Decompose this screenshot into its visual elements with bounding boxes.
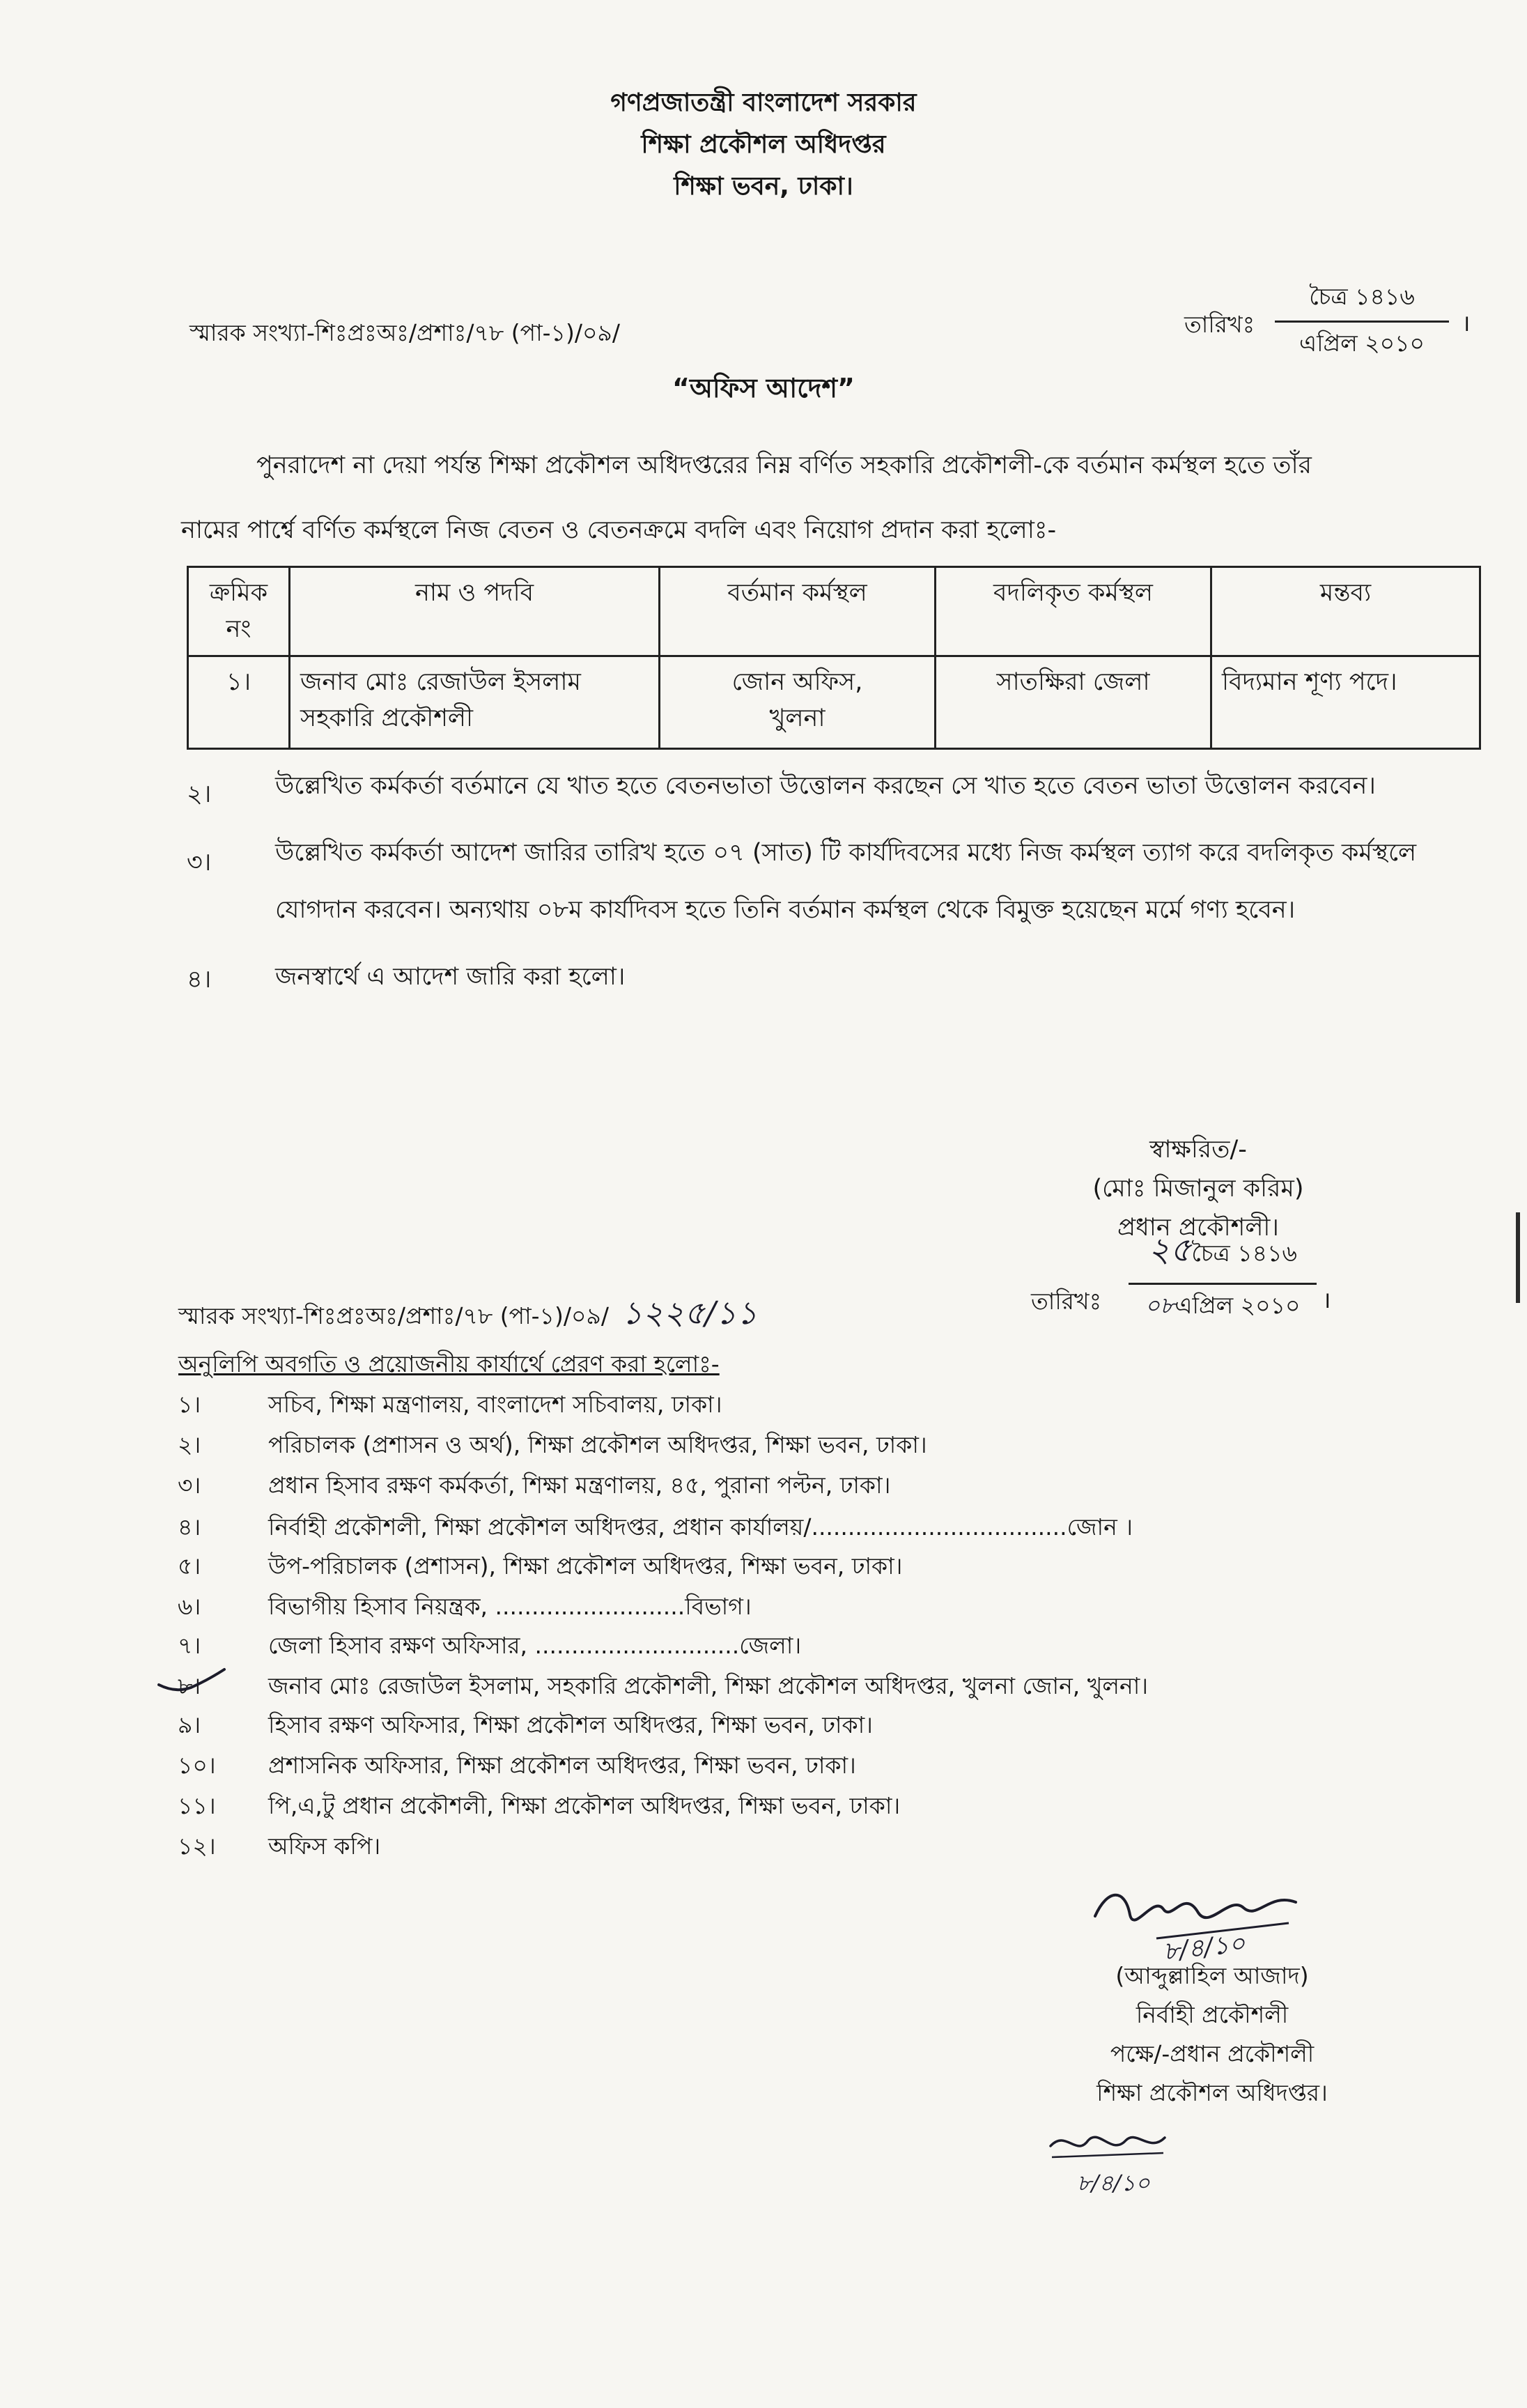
- order-title: “অফিস আদেশ”: [672, 373, 855, 403]
- cc-item-number: ২।: [178, 1431, 201, 1458]
- table-row: [188, 656, 1480, 749]
- date-top-2-printed: চৈত্র ১৪১৬: [1191, 1240, 1297, 1267]
- date-fraction-2: [1129, 1225, 1317, 1327]
- cc-item: [178, 1509, 1133, 1548]
- th-current: বর্তমান কর্মস্থল: [660, 567, 936, 656]
- cell-current-line-2: খুলনা: [769, 704, 825, 732]
- date-fraction: [1275, 279, 1449, 364]
- intro-line-2: নামের পার্শ্বে বর্ণিত কর্মস্থলে নিজ বেতন ও বেতনক্রমে বদলি এবং নিয়োগ প্রদান করা হলোঃ-: [181, 516, 1057, 544]
- memo-ref-2-printed: স্মারক সংখ্যা-শিঃপ্রঃঅঃ/প্রশাঃ/৭৮ (পা-১)/০৯/: [178, 1302, 609, 1329]
- date-bottom-2: [1129, 1288, 1317, 1327]
- signed-mark: স্বাক্ষরিত/-: [1149, 1136, 1247, 1164]
- cc-item: [178, 1589, 752, 1628]
- table-header-row: [188, 567, 1480, 656]
- date-end-2: ।: [1322, 1286, 1331, 1313]
- cc-item-number: ৪।: [178, 1513, 201, 1541]
- date-bottom-2-hand: ০৮: [1145, 1292, 1175, 1319]
- handwritten-initials: [1045, 2125, 1254, 2202]
- para-4-text: জনস্বার্থে এ আদেশ জারি করা হলো।: [275, 963, 626, 991]
- signatory-name-1: (মোঃ মিজানুল করিম): [1092, 1175, 1304, 1203]
- cc-item-number: ১।: [178, 1391, 201, 1418]
- cc-item-text: প্রশাসনিক অফিসার, শিক্ষা প্রকৌশল অধিদপ্তর, শিক্ষা ভবন, ঢাকা।: [268, 1752, 856, 1779]
- letterhead: [0, 82, 1527, 208]
- cc-heading: অনুলিপি অবগতি ও প্রয়োজনীয় কার্যার্থে প্রেরণ করা হলোঃ-: [178, 1350, 720, 1377]
- cc-item: [178, 1387, 722, 1426]
- cell-name-line-2: সহকারি প্রকৌশলী: [300, 704, 474, 732]
- cc-item-number: ৬।: [178, 1593, 201, 1620]
- signature-block-2: [1017, 1957, 1407, 2113]
- cc-item: [178, 1548, 902, 1587]
- memo-ref-2: [178, 1289, 757, 1342]
- date-label: তারিখঃ: [1184, 311, 1255, 338]
- cc-item: [178, 1747, 856, 1786]
- cc-item-text: নির্বাহী প্রকৌশলী, শিক্ষা প্রকৌশল অধিদপ্তর, প্রধান কার্যালয়/...................................জোন ।: [268, 1513, 1133, 1541]
- cc-item-text: জেলা হিসাব রক্ষণ অফিসার, ............................জেলা।: [268, 1632, 802, 1659]
- signatory-on-behalf: পক্ষে/-প্রধান প্রকৌশলী: [1110, 2040, 1315, 2067]
- para-3-text-2: যোগদান করবেন। অন্যথায় ০৮ম কার্যদিবস হতে তিনি বর্তমান কর্মস্থল থেকে বিমুক্ত হয়েছেন মর্মে গণ্য হবেন।: [275, 896, 1296, 924]
- date-bottom-2-printed: এপ্রিল ২০১০: [1175, 1292, 1301, 1319]
- cc-item-number: ৩।: [178, 1472, 201, 1499]
- date-top-2: [1129, 1225, 1317, 1280]
- date-top: চৈত্র ১৪১৬: [1309, 283, 1415, 310]
- memo-ref-1: স্মারক সংখ্যা-শিঃপ্রঃঅঃ/প্রশাঃ/৭৮ (পা-১)/০৯/: [189, 319, 620, 346]
- cc-item: [178, 1668, 1148, 1707]
- header-department: শিক্ষা প্রকৌশল অধিদপ্তর: [641, 130, 886, 159]
- th-remark: মন্তব্য: [1211, 567, 1480, 656]
- para-3-text-1: উল্লেখিত কর্মকর্তা আদেশ জারির তারিখ হতে ০৭ (সাত) টি কার্যদিবসের মধ্যে নিজ কর্মস্থল ত্যাগ করে বদলিকৃত কর্মস্থলে: [275, 839, 1417, 867]
- signatory-name-2: (আব্দুল্লাহিল আজাদ): [1115, 1962, 1309, 1989]
- memo-ref-2-handwritten: ১২২৫/১১: [621, 1294, 758, 1332]
- cc-item-number: ৮।: [178, 1672, 201, 1699]
- cc-item-text: প্রধান হিসাব রক্ষণ কর্মকর্তা, শিক্ষা মন্ত্রণালয়, ৪৫, পুরানা পল্টন, ঢাকা।: [268, 1472, 891, 1499]
- initials-hand-date: ৮/৪/১০: [1077, 2170, 1150, 2196]
- cell-current-line-1: জোন অফিস,: [731, 668, 863, 696]
- cc-item-text: বিভাগীয় হিসাব নিয়ন্ত্রক, ..........................বিভাগ।: [268, 1593, 752, 1620]
- memo-date-2: [1031, 1218, 1351, 1343]
- signatory-designation-1: প্রধান প্রকৌশলী।: [1117, 1214, 1279, 1242]
- signatory-office: শিক্ষা প্রকৌশল অধিদপ্তর।: [1096, 2079, 1328, 2106]
- cc-item-number: ৯।: [178, 1711, 201, 1738]
- cc-item-text: সচিব, শিক্ষা মন্ত্রণালয়, বাংলাদেশ সচিবালয়, ঢাকা।: [268, 1391, 722, 1418]
- cell-remark: বিদ্যমান শূণ্য পদে।: [1211, 656, 1480, 749]
- cc-item-text: অফিস কপি।: [268, 1832, 381, 1860]
- header-address: শিক্ষা ভবন, ঢাকা।: [674, 172, 853, 201]
- cc-item-text: জনাব মোঃ রেজাউল ইসলাম, সহকারি প্রকৌশলী, শিক্ষা প্রকৌশল অধিদপ্তর, খুলনা জোন, খুলনা।: [268, 1672, 1149, 1699]
- cell-name-line-1: জনাব মোঃ রেজাউল ইসলাম: [300, 668, 581, 696]
- cell-serial: ১।: [188, 656, 290, 749]
- cc-item-text: উপ-পরিচালক (প্রশাসন), শিক্ষা প্রকৌশল অধিদপ্তর, শিক্ষা ভবন, ঢাকা।: [268, 1552, 903, 1580]
- cc-item: [178, 1628, 801, 1667]
- cc-item-number: ১২।: [178, 1832, 216, 1860]
- th-name: নাম ও পদবি: [290, 567, 660, 656]
- para-2-number: ২।: [187, 780, 212, 808]
- handwritten-tick-mark: [155, 1664, 231, 1706]
- memo-date-1: [1184, 279, 1477, 362]
- cc-item-text: পি,এ,টু প্রধান প্রকৌশলী, শিক্ষা প্রকৌশল অধিদপ্তর, শিক্ষা ভবন, ঢাকা।: [268, 1792, 901, 1819]
- intro-line-1: পুনরাদেশ না দেয়া পর্যন্ত শিক্ষা প্রকৌশল অধিদপ্তরের নিম্ন বর্ণিত সহকারি প্রকৌশলী-কে বর্তমান কর্মস্থল হতে তাঁর: [256, 452, 1312, 479]
- initials-scribble-icon: [1045, 2125, 1170, 2163]
- para-4-number: ৪।: [187, 966, 212, 994]
- para-2-text: উল্লেখিত কর্মকর্তা বর্তমানে যে খাত হতে বেতনভাতা উত্তোলন করছেন সে খাত হতে বেতন ভাতা উত্তোলন করবেন।: [275, 772, 1376, 800]
- cc-item-text: পরিচালক (প্রশাসন ও অর্থ), শিক্ষা প্রকৌশল অধিদপ্তর, শিক্ষা ভবন, ঢাকা।: [268, 1431, 927, 1458]
- cc-item-number: ৫।: [178, 1552, 201, 1580]
- page-edge-mark: [1516, 1212, 1520, 1303]
- th-transfer: বদলিকৃত কর্মস্থল: [936, 567, 1211, 656]
- cc-item: [178, 1707, 873, 1746]
- date-bottom: এপ্রিল ২০১০: [1299, 330, 1425, 357]
- date-end: ।: [1462, 309, 1471, 337]
- cc-item-number: ১১।: [178, 1792, 216, 1819]
- cc-item-number: ৭।: [178, 1632, 201, 1659]
- cc-item: [178, 1467, 890, 1506]
- cell-current: [660, 656, 936, 749]
- date-divider-2: [1129, 1283, 1317, 1285]
- cc-item: [178, 1788, 900, 1827]
- date-label-2: তারিখঃ: [1031, 1288, 1102, 1315]
- date-top-2-hand: ২৫: [1148, 1230, 1192, 1269]
- cell-name: [290, 656, 660, 749]
- transfer-table: [187, 566, 1481, 750]
- cell-transfer: সাতক্ষিরা জেলা: [936, 656, 1211, 749]
- cc-item: [178, 1427, 927, 1466]
- para-3-number: ৩।: [187, 849, 212, 877]
- cc-item: [178, 1828, 380, 1867]
- header-govt: গণপ্রজাতন্ত্রী বাংলাদেশ সরকার: [610, 88, 917, 117]
- signatory-designation-2: নির্বাহী প্রকৌশলী: [1135, 2001, 1289, 2028]
- signature-hand-date: ৮/৪/১০: [1161, 1929, 1247, 1967]
- th-serial: ক্রমিক নং: [188, 567, 290, 656]
- cc-item-text: হিসাব রক্ষণ অফিসার, শিক্ষা প্রকৌশল অধিদপ্তর, শিক্ষা ভবন, ঢাকা।: [268, 1711, 873, 1738]
- date-divider: [1275, 321, 1449, 323]
- cc-item-number: ১০।: [178, 1752, 216, 1779]
